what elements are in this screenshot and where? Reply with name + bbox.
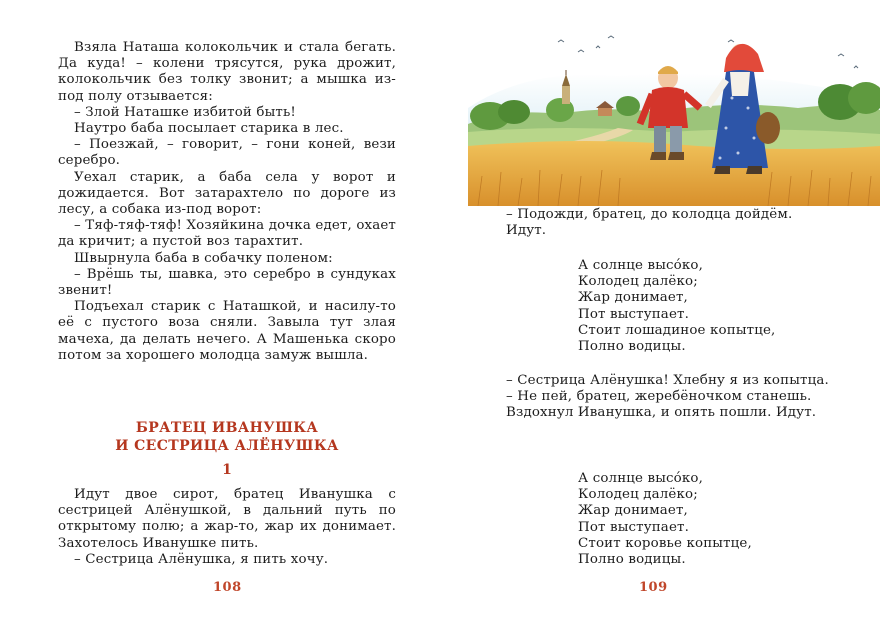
right-text-2 [490,373,830,422]
paragraph: Вздохнул Иванушка, и опять пошли. Идут. [506,405,817,421]
chapter-title-line1: БРАТЕЦ ИВАНУШКА [135,420,319,436]
paragraph: Уехал старик, а баба села у ворот и дожидается. Вот затарахтело по дороге из лесу, а собака из-под ворот: [58,169,396,218]
verse-line: Полно водицы. [578,552,686,568]
verse-2 [578,471,752,568]
verse-line: Пот выступает. [578,519,689,535]
left-text-bottom [58,487,396,568]
right-page [440,0,880,627]
paragraph: – Злой Наташке избитой быть! [74,104,296,120]
paragraph: Взяла Наташа колокольчик и стала бегать. Да куда! – колени трясутся, рука дрожит, колокольчик без толку звонит; а мышка из-под полу отзывается: [58,40,396,104]
verse-line: Жар донимает, [578,503,688,519]
verse-line: Колодец далёко; [578,274,698,290]
verse-line: А солнце высóко, [578,258,704,273]
paragraph: – Сестрица Алёнушка, я пить хочу. [74,551,329,567]
chapter-number: 1 [222,462,232,478]
page-number-right: 109 [639,580,668,595]
right-text-1 [490,207,830,239]
verse-line: Колодец далёко; [578,487,698,503]
verse-line: Стоит коровье копытце, [578,535,752,551]
paragraph: Подъехал старик с Наташкой, и насилу-то её с пустого воза сняли. Завыла тут злая мачеха, да делать нечего. А Машенька скоро потом за хорошего молодца замуж вышла. [58,299,396,363]
verse-line: Жар донимает, [578,290,688,306]
verse-line: Пот выступает. [578,306,689,322]
illustration [468,28,880,206]
paragraph: Идут. [506,223,547,239]
verse-1 [578,258,775,355]
paragraph: Швырнула баба в собачку поленом: [74,250,333,266]
verse-line: Полно водицы. [578,339,686,355]
paragraph: Наутро баба посылает старика в лес. [74,121,344,137]
chapter-title [58,419,396,455]
verse-line: А солнце высóко, [578,471,704,486]
verse-line: Стоит лошадиное копытце, [578,322,776,338]
paragraph: – Поезжай, – говорит, – гони коней, вези серебро. [58,137,396,169]
page-number-left: 108 [213,580,242,595]
paragraph: – Врёшь ты, шавка, это серебро в сундуках звенит! [58,266,396,299]
paragraph: – Тяф-тяф-тяф! Хозяйкина дочка едет, охает да кричит; а пустой воз тарахтит. [58,218,396,250]
paragraph: – Не пей, братец, жеребёночком станешь. [506,389,812,405]
paragraph: – Сестрица Алёнушка! Хлебну я из копытца. [506,373,829,388]
left-text-top [58,40,396,364]
paragraph: – Подожди, братец, до колодца дойдём. [506,207,793,222]
chapter-title-line2: И СЕСТРИЦА АЛЁНУШКА [115,438,339,454]
paragraph: Идут двое сирот, братец Иванушка с сестрицей Алёнушкой, в дальний путь по открытому полю; а жар-то, жар их донимает. Захотелось Иванушке пить. [58,487,396,551]
